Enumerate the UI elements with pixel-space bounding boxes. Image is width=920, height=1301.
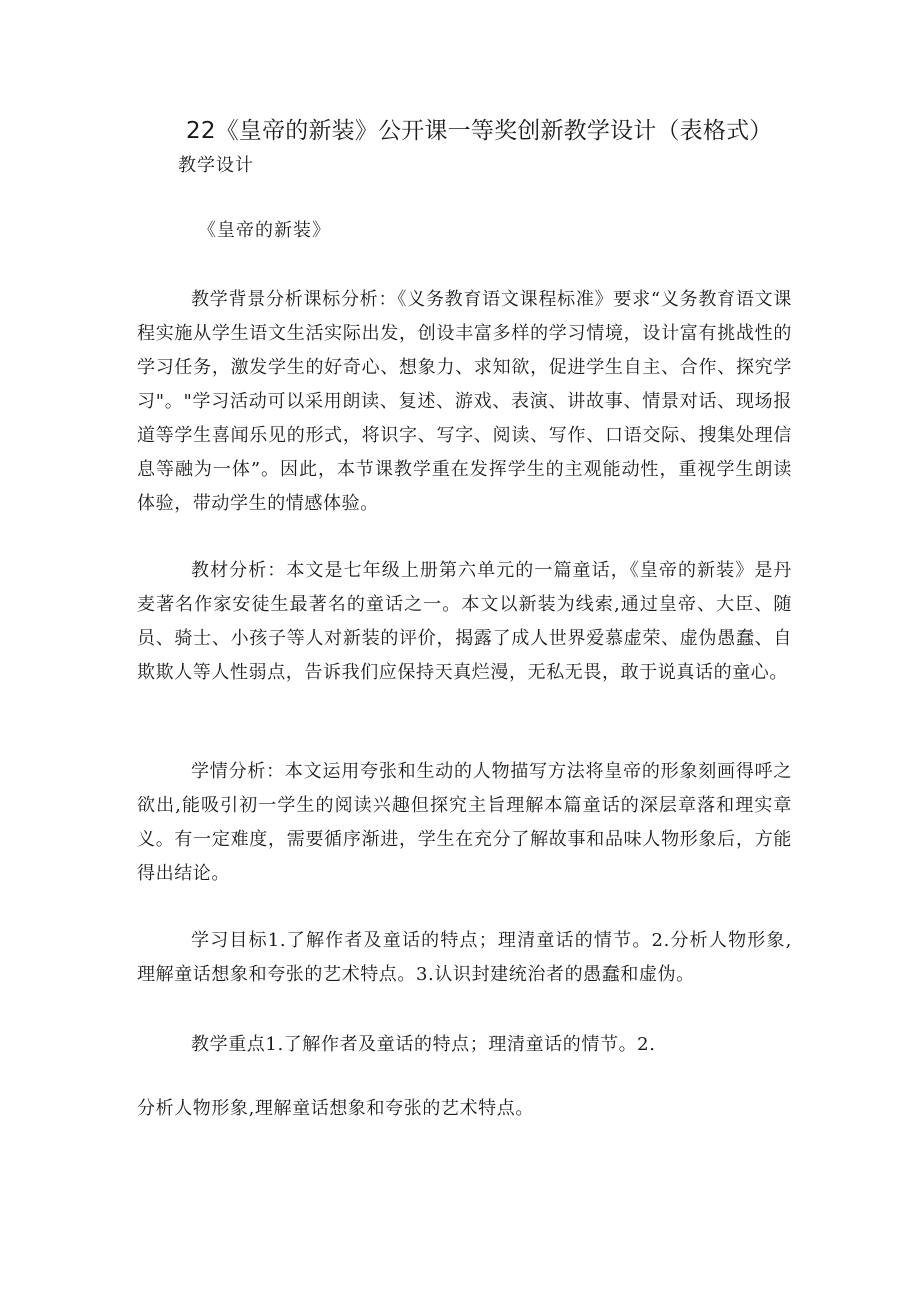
- paragraph-learning-goals: 学习目标1.了解作者及童话的特点；理清童话的情节。2.分析人物形象,理解童话想象和夸张的艺术特点。3.认识封建统治者的愚蠢和虚伪。: [137, 930, 792, 985]
- book-title: 《皇帝的新装》: [198, 220, 331, 241]
- paragraph-learner-analysis: 学情分析：本文运用夸张和生动的人物描写方法将皇帝的形象刻画得呼之欲出,能吸引初一学生的阅读兴趣但探究主旨理解本篇童话的深层章落和理实章义。有一定难度，需要循序渐进，学生在充分了解故事和品味人物形象后，方能得出结论。: [137, 761, 792, 884]
- document-subtitle: 教学设计: [178, 155, 254, 176]
- paragraph-key-points-continued: 分析人物形象,理解童话想象和夸张的艺术特点。: [137, 1098, 534, 1119]
- paragraph-key-points: 教学重点1.了解作者及童话的特点；理清童话的情节。2.: [191, 1034, 656, 1055]
- document-title: 22《皇帝的新装》公开课一等奖创新教学设计（表格式）: [186, 118, 773, 144]
- paragraph-teaching-background: 教学背景分析课标分析：《义务教育语文课程标准》要求“义务教育语文课程实施从学生语文生活实际出发，创设丰富多样的学习情境，设计富有挑战性的学习任务，激发学生的好奇心、想象力、求知欲，促进学生自主、合作、探究学习"。"学习活动可以采用朗读、复述、游戏、表演、讲故事、情景对话、现场报道等学生喜闻乐见的形式，将识字、写字、阅读、写作、口语交际、搜集处理信息等融为一体”。因此，本节课教学重在发挥学生的主观能动性，重视学生朗读体验，带动学生的情感体验。: [137, 289, 792, 514]
- paragraph-material-analysis: 教材分析：本文是七年级上册第六单元的一篇童话，《皇帝的新装》是丹麦著名作家安徒生最著名的童话之一。本文以新装为线索,通过皇帝、大臣、随员、骑士、小孩子等人对新装的评价，揭露了成人世界爱慕虚荣、虚伪愚蠢、自欺欺人等人性弱点，告诉我们应保持天真烂漫，无私无畏，敢于说真话的童心。: [137, 560, 792, 683]
